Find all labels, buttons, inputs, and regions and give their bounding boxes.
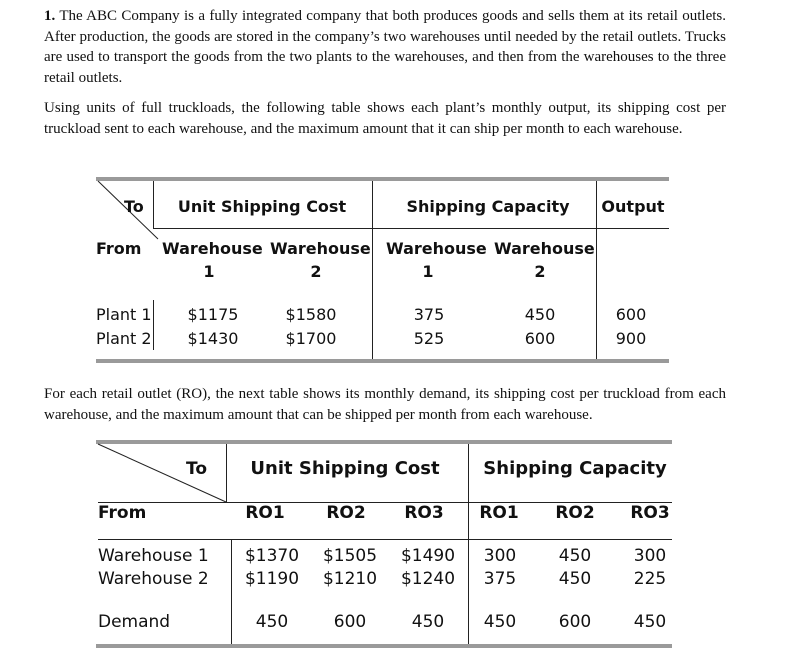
table2-header-rule [98, 539, 672, 540]
table1-subheader-number: 1 [422, 262, 434, 281]
table2-cell: 450 [558, 569, 592, 589]
table2-cell: 300 [483, 546, 517, 566]
table2-col-header: RO1 [479, 503, 519, 523]
table2-row-label: Warehouse 2 [98, 569, 209, 589]
table2-capacity-header: Shipping Capacity [483, 458, 667, 479]
table1-subheader-number: 2 [310, 262, 322, 281]
table2-demand-cell: 600 [333, 612, 367, 632]
table1-cell: 900 [615, 329, 647, 348]
table2-demand-label: Demand [98, 612, 171, 632]
table2-col-header: RO3 [630, 503, 670, 523]
table1-subheader-warehouse: Warehouse [494, 239, 595, 258]
problem-number: 1. [44, 8, 56, 24]
table1-subheader-warehouse: Warehouse [162, 239, 263, 258]
table1-from-label: From [96, 239, 142, 258]
table1-row-label: Plant 1 [96, 305, 152, 324]
table2-col-header: RO2 [326, 503, 366, 523]
table1-capacity-header: Shipping Capacity [406, 197, 570, 216]
table2-row-label: Warehouse 1 [98, 546, 209, 566]
table2-cell: $1490 [400, 546, 456, 566]
table2-cell: 300 [633, 546, 667, 566]
table2-demand-cell: 450 [633, 612, 667, 632]
table1-output-header: Output [601, 197, 665, 216]
table1-subheader-warehouse: Warehouse [386, 239, 487, 258]
table1-cell: $1580 [285, 305, 337, 324]
table1-cell: 600 [615, 305, 647, 324]
table2-col-header: RO3 [404, 503, 444, 523]
table1-cell: 525 [413, 329, 445, 348]
table2-description: For each retail outlet (RO), the next table shows its monthly demand, its shipping cost per truckload from each warehouse, and the maximum amount that can be shipped per month from each warehouse. [44, 386, 726, 423]
intro-text: The ABC Company is a fully integrated company that both produces goods and sells them at its retail outlets. After production, the goods are stored in the company’s two warehouses until needed by the retail outlets. Trucks are used to transport the goods from the two plants to the warehouses, and then from the warehouses to the three retail outlets. [44, 8, 727, 86]
table1-to-label: To [124, 197, 144, 216]
table1-row-label: Plant 2 [96, 329, 152, 348]
table2-cell: $1370 [244, 546, 300, 566]
table1-cell: 375 [413, 305, 445, 324]
table2-divider [226, 444, 227, 502]
table1-cell: $1700 [285, 329, 337, 348]
table2-from-label: From [98, 503, 147, 523]
table2-demand-cell: 450 [411, 612, 445, 632]
table1-cell: 600 [524, 329, 556, 348]
table1-cell: $1175 [187, 305, 239, 324]
table2-cell: 375 [483, 569, 517, 589]
table2-divider [468, 444, 469, 644]
table2-divider [231, 540, 232, 644]
table2-col-header: RO1 [245, 503, 285, 523]
table1-subheader-number: 2 [534, 262, 546, 281]
table2-col-header: RO2 [555, 503, 595, 523]
table1-subheader-warehouse: Warehouse [270, 239, 371, 258]
table2-demand-cell: 600 [558, 612, 592, 632]
table2-unit-cost-header: Unit Shipping Cost [250, 458, 440, 479]
table1-cell: $1430 [187, 329, 239, 348]
table1-subheader-number: 1 [203, 262, 215, 281]
table2-cell: $1240 [400, 569, 456, 589]
table1-unit-cost-header: Unit Shipping Cost [177, 197, 347, 216]
table1-cell: 450 [524, 305, 556, 324]
table2-cell: 225 [633, 569, 667, 589]
table2-cell: 450 [558, 546, 592, 566]
table2-cell: $1190 [244, 569, 300, 589]
table1-description: Using units of full truckloads, the following table shows each plant’s monthly output, its shipping cost per truckload sent to each warehouse, and the maximum amount that it can ship per month to each warehouse. [44, 100, 726, 137]
table2-cell: $1505 [322, 546, 378, 566]
table2-to-label: To [186, 459, 208, 479]
table2-demand-cell: 450 [255, 612, 289, 632]
table2-cell: $1210 [322, 569, 378, 589]
table2-demand-cell: 450 [483, 612, 517, 632]
